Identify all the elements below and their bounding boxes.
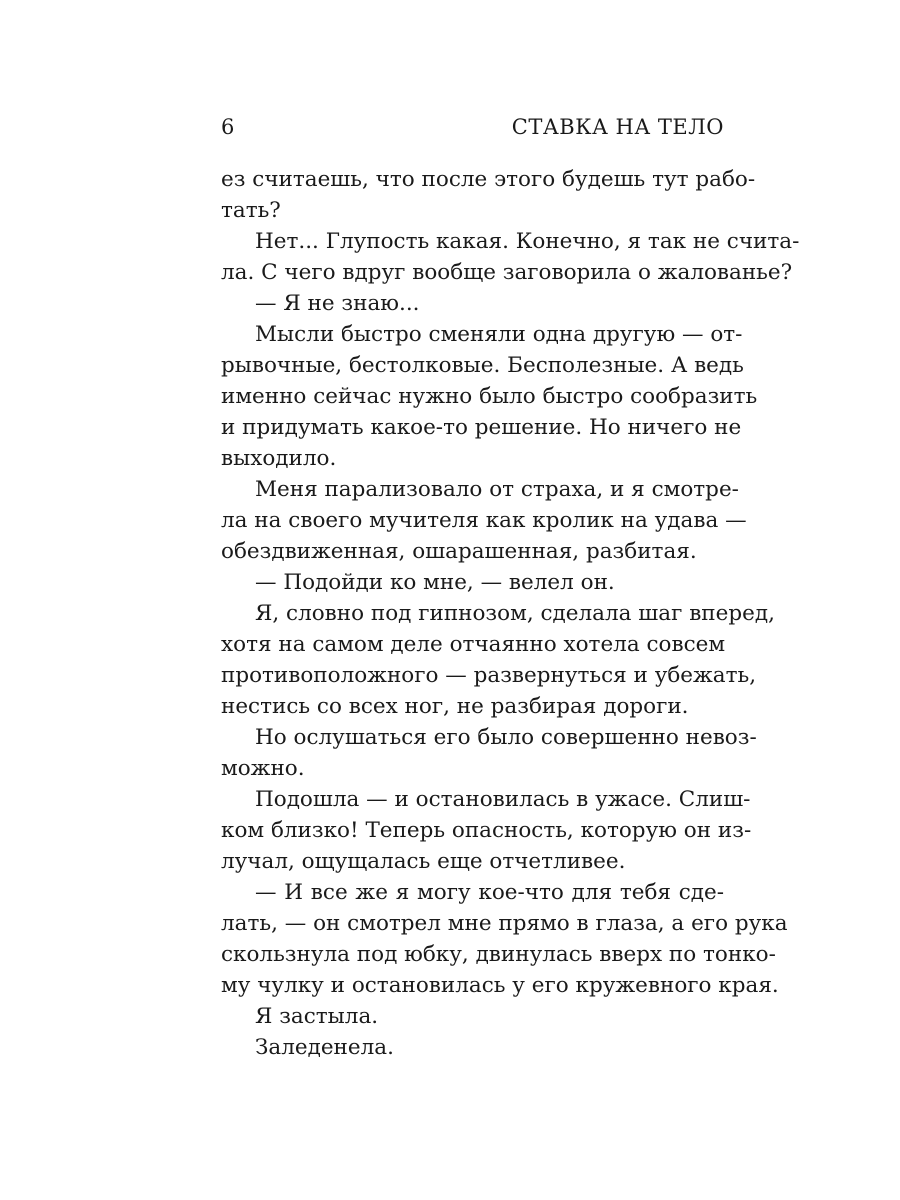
text-line: можно. bbox=[221, 756, 305, 781]
text-line: противоположного — развернуться и убежать, bbox=[221, 663, 757, 688]
book-title: СТАВКА НА ТЕЛО bbox=[511, 115, 724, 139]
text-line: — Я не знаю... bbox=[255, 291, 420, 316]
running-head bbox=[221, 112, 724, 142]
text-line: Мысли быстро сменяли одна другую — от- bbox=[255, 322, 743, 347]
text-line: Я, словно под гипнозом, сделала шаг вперед, bbox=[255, 601, 775, 626]
text-line: му чулку и остановилась у его кружевного края. bbox=[221, 973, 779, 998]
text-line: рывочные, бестолковые. Бесполезные. А ведь bbox=[221, 353, 744, 378]
text-line: хотя на самом деле отчаянно хотела совсем bbox=[221, 632, 726, 657]
text-line: лучал, ощущалась еще отчетливее. bbox=[221, 849, 626, 874]
text-line: Подошла — и остановилась в ужасе. Слиш- bbox=[255, 787, 751, 812]
text-line: ла на своего мучителя как кролик на удава — bbox=[221, 508, 747, 533]
text-line: — Подойди ко мне, — велел он. bbox=[255, 570, 615, 595]
text-line: — И все же я могу кое-что для тебя сде- bbox=[255, 880, 724, 905]
body-text bbox=[221, 164, 800, 1063]
text-line: Заледенела. bbox=[255, 1035, 394, 1060]
text-line: обездвиженная, ошарашенная, разбитая. bbox=[221, 539, 697, 564]
text-line: Меня парализовало от страха, и я смотре- bbox=[255, 477, 739, 502]
text-line: тать? bbox=[221, 198, 281, 223]
text-line: ла. С чего вдруг вообще заговорила о жалованье? bbox=[221, 260, 793, 285]
text-line: именно сейчас нужно было быстро сообразить bbox=[221, 384, 758, 409]
page-number: 6 bbox=[221, 115, 235, 139]
text-line: ез считаешь, что после этого будешь тут рабо- bbox=[221, 167, 756, 192]
text-line: выходило. bbox=[221, 446, 337, 471]
text-line: скользнула под юбку, двинулась вверх по тонко- bbox=[221, 942, 776, 967]
text-line: нестись со всех ног, не разбирая дороги. bbox=[221, 694, 689, 719]
text-line: ком близко! Теперь опасность, которую он из- bbox=[221, 818, 752, 843]
text-line: и придумать какое-то решение. Но ничего не bbox=[221, 415, 742, 440]
text-line: Нет... Глупость какая. Конечно, я так не счита- bbox=[255, 229, 800, 254]
text-line: Я застыла. bbox=[255, 1004, 379, 1029]
text-line: Но ослушаться его было совершенно невоз- bbox=[255, 725, 757, 750]
text-line: лать, — он смотрел мне прямо в глаза, а его рука bbox=[221, 911, 788, 936]
